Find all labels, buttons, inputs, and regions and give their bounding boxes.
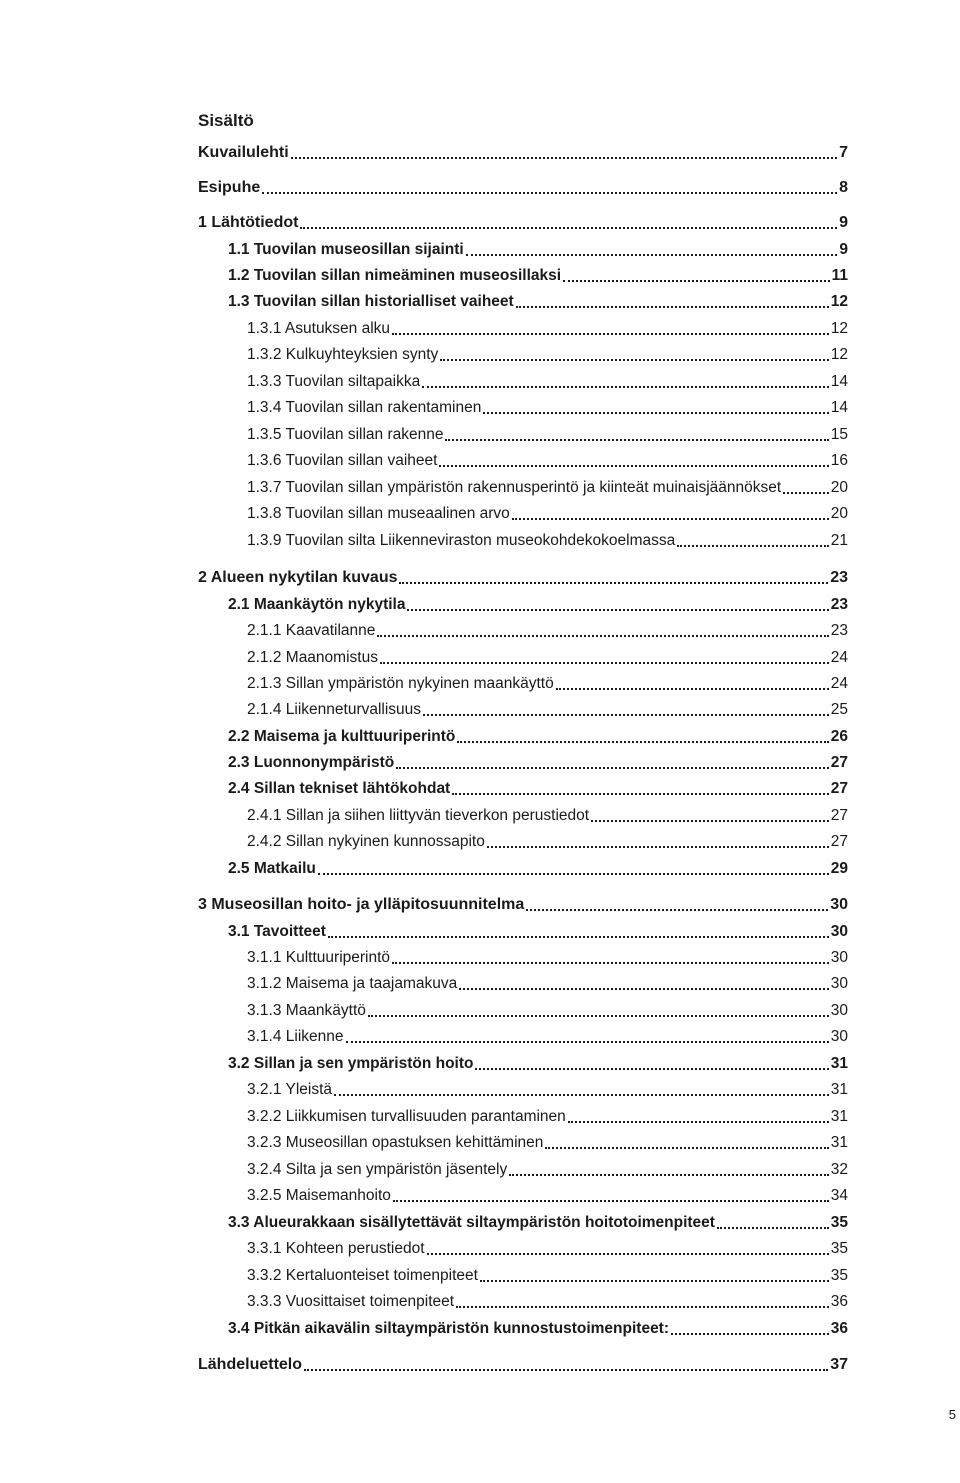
toc-entry[interactable]: [228, 1212, 848, 1234]
dot-leader: [591, 805, 829, 827]
toc-entry[interactable]: [247, 1132, 848, 1154]
toc-entry-page: 35: [830, 1267, 848, 1284]
toc-entry-page: 14: [830, 373, 848, 390]
toc-entry[interactable]: [247, 699, 848, 721]
toc-entry[interactable]: [228, 752, 848, 774]
dot-leader: [346, 1026, 829, 1048]
dot-leader: [459, 973, 829, 995]
toc-entry-title: 2 Alueen nykytilan kuvaus: [198, 569, 398, 586]
toc-entry[interactable]: [247, 1079, 848, 1101]
toc-entry-title: 2.5 Matkailu: [228, 860, 316, 877]
dot-leader: [300, 212, 837, 234]
toc-entry-page: 9: [839, 214, 848, 231]
toc-entry-title: 3.2.2 Liikkumisen turvallisuuden parantaminen: [247, 1108, 566, 1125]
dot-leader: [439, 450, 828, 472]
dot-leader: [677, 530, 829, 552]
dot-leader: [487, 831, 829, 853]
toc-entry-title: 3.3 Alueurakkaan sisällytettävät siltaympäristön hoitotoimenpiteet: [228, 1214, 715, 1231]
toc-entry-title: 2.1.1 Kaavatilanne: [247, 622, 376, 639]
toc-entry-page: 12: [830, 320, 848, 337]
dot-leader: [475, 1053, 828, 1075]
toc-entry-title: 3.1 Tavoitteet: [228, 923, 326, 940]
toc-entry-page: 11: [831, 267, 848, 284]
dot-leader: [466, 239, 838, 261]
toc-entry-page: 26: [830, 728, 848, 745]
toc-entry-page: 30: [830, 1028, 848, 1045]
toc-entry-page: 25: [830, 701, 848, 718]
dot-leader: [568, 1106, 829, 1128]
dot-leader: [783, 477, 829, 499]
dot-leader: [380, 647, 829, 669]
toc-entry[interactable]: [228, 726, 848, 748]
dot-leader: [422, 371, 829, 393]
toc-entry-page: 30: [830, 949, 848, 966]
toc-entry[interactable]: [247, 318, 848, 340]
toc-entry-title: Kuvailulehti: [198, 144, 289, 161]
toc-entry[interactable]: [198, 177, 848, 199]
toc-entry-title: 3.2.3 Museosillan opastuksen kehittäminen: [247, 1134, 544, 1151]
toc-entry-page: 9: [839, 241, 848, 258]
toc-entry-page: 35: [830, 1240, 848, 1257]
toc-entry-title: 3.2.5 Maisemanhoito: [247, 1187, 391, 1204]
toc-entry[interactable]: [247, 1238, 848, 1260]
toc-entry-title: 1.3.3 Tuovilan siltapaikka: [247, 373, 421, 390]
dot-leader: [392, 947, 829, 969]
toc-entry-page: 30: [830, 896, 848, 913]
toc-entry-title: 3 Museosillan hoito- ja ylläpitosuunnitelma: [198, 896, 525, 913]
toc-entry-title: 1 Lähtötiedot: [198, 214, 299, 231]
toc-entry[interactable]: [247, 530, 848, 552]
dot-leader: [445, 424, 828, 446]
toc-entry-title: 2.4.1 Sillan ja siihen liittyvän tieverkon perustiedot: [247, 807, 590, 824]
toc-entry[interactable]: [228, 921, 848, 943]
dot-leader: [516, 291, 829, 313]
dot-leader: [377, 620, 828, 642]
toc-entry[interactable]: [228, 239, 848, 261]
toc-entry[interactable]: [247, 620, 848, 642]
toc-entry-page: 20: [830, 505, 848, 522]
dot-leader: [318, 858, 829, 880]
toc-entry[interactable]: [247, 477, 848, 499]
toc-entry-title: 3.3.2 Kertaluonteiset toimenpiteet: [247, 1267, 478, 1284]
dot-leader: [457, 726, 828, 748]
toc-entry[interactable]: [228, 265, 848, 287]
page-number: 5: [948, 1407, 956, 1422]
dot-leader: [423, 699, 829, 721]
toc-entry-title: 3.2.4 Silta ja sen ympäristön jäsentely: [247, 1161, 508, 1178]
dot-leader: [396, 752, 829, 774]
toc-entry-page: 30: [830, 975, 848, 992]
toc-entry[interactable]: [247, 371, 848, 393]
toc-entry[interactable]: [228, 858, 848, 880]
toc-entry-title: 1.3.2 Kulkuyhteyksien synty: [247, 346, 439, 363]
toc-entry-title: 1.3.4 Tuovilan sillan rakentaminen: [247, 399, 482, 416]
dot-leader: [545, 1132, 828, 1154]
toc-entry-page: 7: [839, 144, 848, 161]
toc-entry-page: 24: [830, 649, 848, 666]
toc-entry-page: 31: [830, 1108, 848, 1125]
toc-entry-title: 3.1.1 Kulttuuriperintö: [247, 949, 391, 966]
toc-entry-page: 31: [830, 1055, 848, 1072]
toc-entry[interactable]: [198, 142, 848, 164]
toc-entry-page: 24: [830, 675, 848, 692]
toc-entry-page: 20: [830, 479, 848, 496]
toc-entry[interactable]: [228, 1318, 848, 1340]
toc-entry-title: 3.2.1 Yleistä: [247, 1081, 333, 1098]
toc-entry[interactable]: [198, 567, 848, 589]
dot-leader: [399, 567, 828, 589]
toc-entry-title: 3.3.3 Vuosittaiset toimenpiteet: [247, 1293, 455, 1310]
toc-entry[interactable]: [247, 450, 848, 472]
toc-entry-page: 32: [830, 1161, 848, 1178]
toc-entry-title: 1.3 Tuovilan sillan historialliset vaiheet: [228, 293, 514, 310]
toc-entry[interactable]: [247, 344, 848, 366]
toc-entry-title: 3.1.3 Maankäyttö: [247, 1002, 366, 1019]
toc-entry[interactable]: [247, 1185, 848, 1207]
toc-entry-title: 2.1.4 Liikenneturvallisuus: [247, 701, 422, 718]
toc-entry-page: 23: [830, 622, 848, 639]
toc-entry-page: 27: [830, 754, 848, 771]
dot-leader: [291, 142, 837, 164]
dot-leader: [334, 1079, 829, 1101]
toc-entry-title: 2.1.2 Maanomistus: [247, 649, 378, 666]
toc-entry-page: 36: [830, 1293, 848, 1310]
toc-entry-page: 30: [830, 923, 848, 940]
toc-entry-title: 3.4 Pitkän aikavälin siltaympäristön kunnostustoimenpiteet:: [228, 1320, 670, 1337]
toc-entry[interactable]: [247, 1000, 848, 1022]
dot-leader: [368, 1000, 829, 1022]
dot-leader: [526, 894, 828, 916]
toc-entry[interactable]: [247, 1159, 848, 1181]
toc-entry-page: 14: [830, 399, 848, 416]
toc-entry-title: 1.3.5 Tuovilan sillan rakenne: [247, 426, 444, 443]
toc-entry-page: 27: [830, 807, 848, 824]
dot-leader: [483, 397, 828, 419]
toc-entry-page: 12: [830, 293, 848, 310]
toc-entry[interactable]: [247, 503, 848, 525]
toc-entry-page: 29: [830, 860, 848, 877]
toc-entry-page: 12: [830, 346, 848, 363]
toc-entry[interactable]: [198, 1354, 848, 1376]
toc-entry-page: 37: [830, 1356, 848, 1373]
dot-leader: [427, 1238, 829, 1260]
dot-leader: [392, 318, 829, 340]
dot-leader: [512, 503, 829, 525]
dot-leader: [556, 673, 829, 695]
toc-entry[interactable]: [247, 1291, 848, 1313]
toc-entry[interactable]: [198, 894, 848, 916]
toc-entry[interactable]: [247, 831, 848, 853]
dot-leader: [452, 778, 829, 800]
toc-entry[interactable]: [247, 805, 848, 827]
toc-entry-title: 3.3.1 Kohteen perustiedot: [247, 1240, 425, 1257]
toc-heading: Sisältö: [198, 111, 254, 130]
toc-entry[interactable]: [247, 647, 848, 669]
dot-leader: [480, 1265, 829, 1287]
dot-leader: [563, 265, 830, 287]
toc-entry[interactable]: [247, 947, 848, 969]
dot-leader: [509, 1159, 829, 1181]
toc-entry-page: 23: [830, 569, 848, 586]
toc-entry-title: Esipuhe: [198, 179, 261, 196]
dot-leader: [671, 1318, 829, 1340]
toc-entry-title: 1.1 Tuovilan museosillan sijainti: [228, 241, 464, 258]
toc-entry[interactable]: [247, 1265, 848, 1287]
toc-entry-page: 36: [830, 1320, 848, 1337]
toc-entry-page: 35: [830, 1214, 848, 1231]
toc-entry-page: 16: [830, 452, 848, 469]
toc-entry-page: 27: [830, 833, 848, 850]
toc-entry-title: 1.3.1 Asutuksen alku: [247, 320, 391, 337]
toc-entry-page: 21: [830, 532, 848, 549]
toc-entry-title: 3.2 Sillan ja sen ympäristön hoito: [228, 1055, 474, 1072]
dot-leader: [393, 1185, 829, 1207]
dot-leader: [456, 1291, 829, 1313]
toc-entry[interactable]: [228, 291, 848, 313]
dot-leader: [262, 177, 837, 199]
toc-entry[interactable]: [247, 973, 848, 995]
toc-entry-title: 2.1 Maankäytön nykytila: [228, 596, 406, 613]
toc-entry-page: 34: [830, 1187, 848, 1204]
toc-entry-title: 1.2 Tuovilan sillan nimeäminen museosillaksi: [228, 267, 562, 284]
dot-leader: [407, 594, 828, 616]
toc-entry[interactable]: [247, 1026, 848, 1048]
toc-entry-page: 30: [830, 1002, 848, 1019]
toc-entry-title: 3.1.4 Liikenne: [247, 1028, 344, 1045]
toc-entry[interactable]: [198, 212, 848, 234]
toc-entry-title: 2.4 Sillan tekniset lähtökohdat: [228, 780, 451, 797]
toc-entry-page: 23: [830, 596, 848, 613]
toc-entry[interactable]: [247, 1106, 848, 1128]
dot-leader: [328, 921, 829, 943]
toc-entry[interactable]: [228, 1053, 848, 1075]
toc-entry-page: 8: [839, 179, 848, 196]
toc-entry[interactable]: [247, 397, 848, 419]
toc-entry-title: 2.4.2 Sillan nykyinen kunnossapito: [247, 833, 485, 850]
dot-leader: [717, 1212, 829, 1234]
toc-entry-title: 3.1.2 Maisema ja taajamakuva: [247, 975, 458, 992]
toc-entry-page: 27: [830, 780, 848, 797]
toc-entry-page: 31: [830, 1081, 848, 1098]
toc-entry[interactable]: [247, 424, 848, 446]
dot-leader: [304, 1354, 828, 1376]
toc-entry-page: 15: [830, 426, 848, 443]
toc-entry-title: 2.2 Maisema ja kulttuuriperintö: [228, 728, 456, 745]
toc-entry[interactable]: [247, 673, 848, 695]
toc-entry-title: 1.3.8 Tuovilan sillan museaalinen arvo: [247, 505, 510, 522]
toc-entry-title: 1.3.9 Tuovilan silta Liikenneviraston museokohdekokoelmassa: [247, 532, 676, 549]
toc-entry-title: 2.3 Luonnonympäristö: [228, 754, 395, 771]
toc-entry-page: 31: [830, 1134, 848, 1151]
toc-entry-title: 1.3.6 Tuovilan sillan vaiheet: [247, 452, 438, 469]
toc-entry[interactable]: [228, 594, 848, 616]
toc-entry-title: 2.1.3 Sillan ympäristön nykyinen maankäyttö: [247, 675, 554, 692]
toc-entry-title: 1.3.7 Tuovilan sillan ympäristön rakennusperintö ja kiinteät muinaisjäännökset: [247, 479, 782, 496]
toc-entry[interactable]: [228, 778, 848, 800]
toc-entry-title: Lähdeluettelo: [198, 1356, 303, 1373]
dot-leader: [440, 344, 828, 366]
